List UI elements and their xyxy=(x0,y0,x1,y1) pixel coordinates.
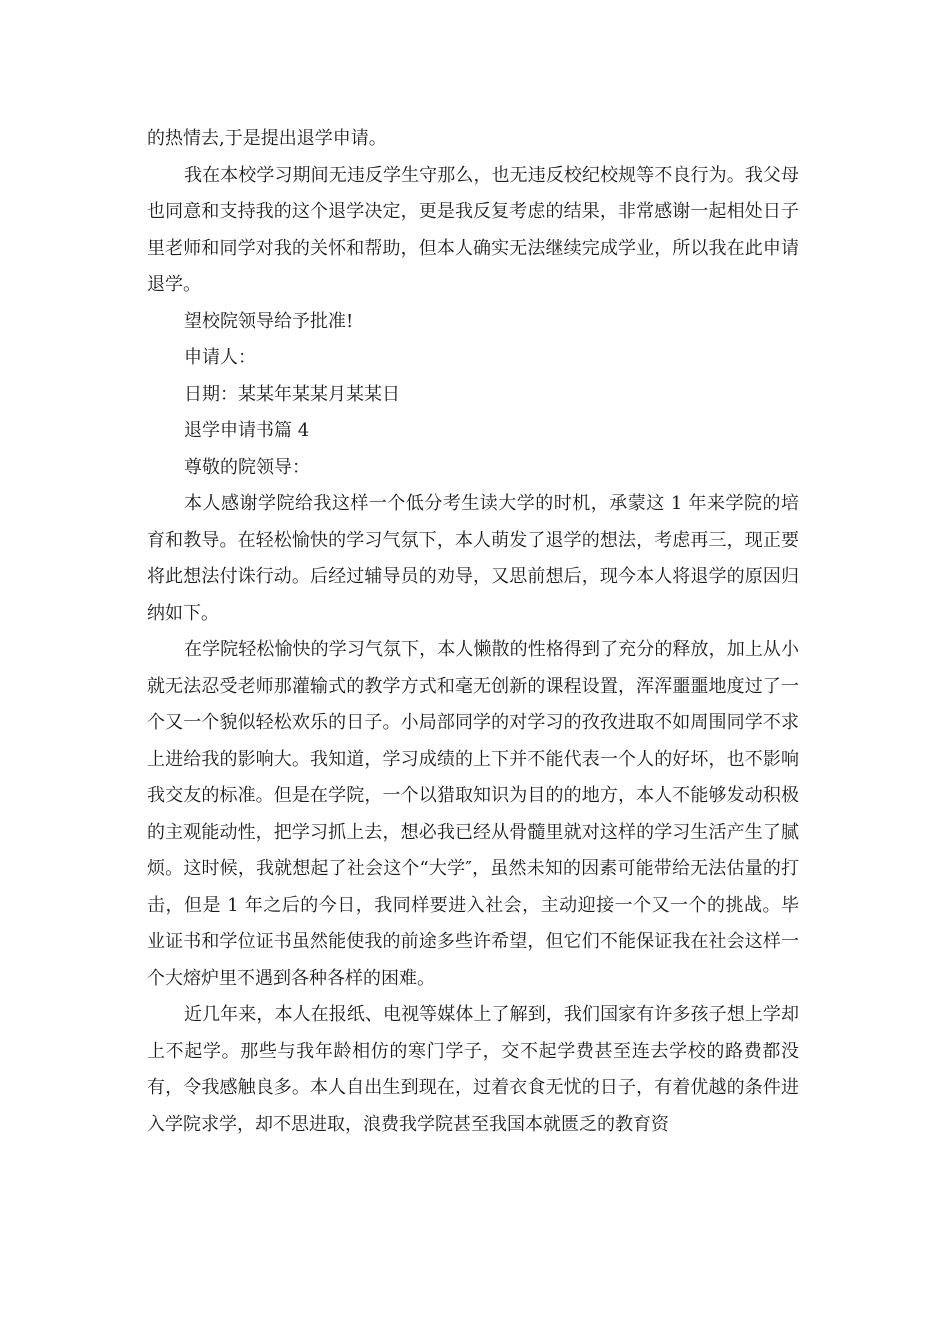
paragraph: 近几年来，本人在报纸、电视等媒体上了解到，我们国家有许多孩子想上学却上不起学。那些与我年龄相仿的寒门学子，交不起学费甚至连去学校的路费都没有，令我感触良多。本人自出生到现在，过着衣食无忧的日子，有着优越的条件进入学院求学，却不思进取，浪费我学院甚至我国本就匮乏的教育资 xyxy=(147,1004,799,1135)
date-line: 日期：某某年某某月某某日 xyxy=(184,383,400,405)
document-body xyxy=(147,121,799,1143)
paragraph: 本人感谢学院给我这样一个低分考生读大学的时机，承蒙这 1 年来学院的培育和教导。在轻松愉快的学习气氛下，本人萌发了退学的想法，考虑再三，现正要将此想法付诛行动。后经过辅导员的劝导，又思前想后，现今本人将退学的原因归纳如下。 xyxy=(147,493,799,624)
section-heading: 退学申请书篇 4 xyxy=(184,420,310,441)
salutation: 尊敬的院领导： xyxy=(184,456,310,478)
paragraph: 在学院轻松愉快的学习气氛下，本人懒散的性格得到了充分的释放，加上从小就无法忍受老师那灌输式的教学方式和毫无创新的课程设置，浑浑噩噩地度过了一个又一个貌似轻松欢乐的日子。小局部同学的对学习的孜孜进取不如周围同学不求上进给我的影响大。我知道，学习成绩的上下并不能代表一个人的好坏，也不影响我交友的标准。但是在学院，一个以猎取知识为目的的地方，本人不能够发动积极的主观能动性，把学习抓上去，想必我已经从骨髓里就对这样的学习生活产生了腻烦。这时候，我就想起了社会这个“大学″，虽然未知的因素可能带给无法估量的打击，但是 1 年之后的今日，我同样要进入社会，主动迎接一个又一个的挑战。毕业证书和学位证书虽然能使我的前途多些许希望，但它们不能保证我在社会这样一个大熔炉里不遇到各种各样的困难。 xyxy=(147,639,799,989)
paragraph: 我在本校学习期间无违反学生守那么，也无违反校纪校规等不良行为。我父母也同意和支持我的这个退学决定，更是我反复考虑的结果，非常感谢一起相处日子里老师和同学对我的关怀和帮助，但本人确实无法继续完成学业，所以我在此申请退学。 xyxy=(147,164,799,295)
paragraph: 的热情去,于是提出退学申请。 xyxy=(147,128,387,149)
paragraph: 望校院领导给予批准! xyxy=(184,310,354,332)
applicant-line: 申请人： xyxy=(184,347,256,368)
